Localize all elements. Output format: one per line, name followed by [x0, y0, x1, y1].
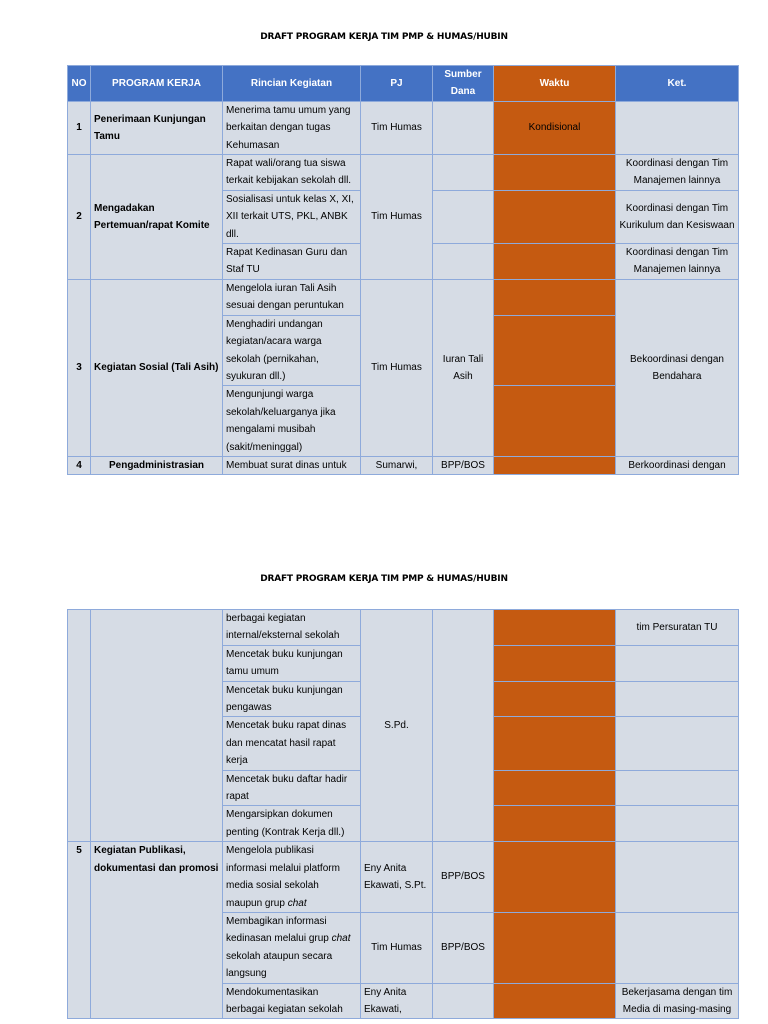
sumber-cell	[433, 244, 494, 280]
table-header-row	[68, 66, 739, 102]
program-table-page-2	[67, 609, 739, 1019]
ket-cell	[616, 681, 739, 717]
col-header-program: PROGRAM KERJA	[91, 66, 223, 102]
row-number: 3	[68, 279, 91, 456]
waktu-cell: Kondisional	[494, 101, 616, 154]
pj-cell: Tim Humas	[361, 279, 433, 456]
program-table-page-1	[67, 65, 739, 475]
rincian-cell: Mengelola iuran Tali Asih sesuai dengan peruntukan	[223, 279, 361, 315]
program-name: Kegiatan Sosial (Tali Asih)	[91, 279, 223, 456]
program-name	[91, 610, 223, 842]
col-header-ket: Ket.	[616, 66, 739, 102]
sumber-cell: BPP/BOS	[433, 456, 494, 474]
rincian-cell: Membuat surat dinas untuk	[223, 456, 361, 474]
rincian-cell: Mencetak buku kunjungan tamu umum	[223, 645, 361, 681]
col-header-sumber-line1: Sumber	[444, 69, 482, 80]
program-name: Mengadakan Pertemuan/rapat Komite	[91, 155, 223, 280]
ket-cell: Koordinasi dengan Tim Manajemen lainnya	[616, 155, 739, 191]
row-number: 2	[68, 155, 91, 280]
waktu-cell	[494, 645, 616, 681]
ket-cell: Koordinasi dengan Tim Manajemen lainnya	[616, 244, 739, 280]
row-number: 1	[68, 101, 91, 154]
col-header-pj: PJ	[361, 66, 433, 102]
ket-cell	[616, 770, 739, 806]
rincian-cell: Rapat Kedinasan Guru dan Staf TU	[223, 244, 361, 280]
pj-cell: Eny Anita Ekawati,	[361, 983, 433, 1019]
program-name: Penerimaan Kunjungan Tamu	[91, 101, 223, 154]
pj-cell: S.Pd.	[361, 610, 433, 842]
waktu-cell	[494, 983, 616, 1019]
waktu-cell	[494, 315, 616, 386]
rincian-text: Mengelola publikasi informasi melalui platform media sosial sekolah maupun grup	[226, 845, 340, 909]
table-row	[68, 279, 739, 315]
table-row	[68, 101, 739, 154]
rincian-cell	[223, 842, 361, 913]
sumber-cell: BPP/BOS	[433, 912, 494, 983]
program-name: Pengadministrasian	[91, 456, 223, 474]
rincian-cell: Menghadiri undangan kegiatan/acara warga sekolah (pernikahan, syukuran dll.)	[223, 315, 361, 386]
waktu-cell	[494, 386, 616, 457]
rincian-cell	[223, 912, 361, 983]
page-title: DRAFT PROGRAM KERJA TIM PMP & HUMAS/HUBIN	[260, 574, 508, 584]
rincian-cell: Mengunjungi warga sekolah/keluarganya jika mengalami musibah (sakit/meninggal)	[223, 386, 361, 457]
ket-cell: tim Persuratan TU	[616, 610, 739, 646]
rincian-text: sekolah ataupun secara langsung	[226, 950, 333, 980]
table-row	[68, 456, 739, 474]
ket-cell	[616, 717, 739, 770]
ket-cell	[616, 842, 739, 913]
waktu-cell	[494, 770, 616, 806]
rincian-text: Mendokumentasikan berbagai kegiatan sekolah	[226, 986, 343, 1015]
rincian-text-italic: chat	[287, 897, 307, 909]
ket-cell: Koordinasi dengan Tim Kurikulum dan Kesiswaan	[616, 190, 739, 243]
table-row	[68, 155, 739, 191]
pj-cell: Sumarwi,	[361, 456, 433, 474]
ket-cell: Berkoordinasi dengan	[616, 456, 739, 474]
ket-cell: Bekerjasama dengan tim Media di masing-masing	[616, 983, 739, 1019]
sumber-cell: Iuran Tali Asih	[433, 279, 494, 456]
pj-cell: Tim Humas	[361, 155, 433, 280]
ket-cell	[616, 101, 739, 154]
col-header-sumber	[433, 66, 494, 102]
waktu-cell	[494, 681, 616, 717]
pj-cell: Eny Anita Ekawati, S.Pt.	[361, 842, 433, 913]
waktu-cell	[494, 244, 616, 280]
sumber-cell	[433, 155, 494, 191]
rincian-cell: Mencetak buku kunjungan pengawas	[223, 681, 361, 717]
row-number: 4	[68, 456, 91, 474]
rincian-cell: Sosialisasi untuk kelas X, XI, XII terkait UTS, PKL, ANBK dll.	[223, 190, 361, 243]
table-row	[68, 610, 739, 646]
col-header-rincian: Rincian Kegiatan	[223, 66, 361, 102]
pj-cell: Tim Humas	[361, 101, 433, 154]
waktu-cell	[494, 806, 616, 842]
sumber-cell	[433, 610, 494, 842]
sumber-cell	[433, 101, 494, 154]
rincian-cell: Mencetak buku rapat dinas dan mencatat hasil rapat kerja	[223, 717, 361, 770]
waktu-cell	[494, 610, 616, 646]
ket-cell	[616, 806, 739, 842]
sumber-cell	[433, 983, 494, 1019]
waktu-cell	[494, 842, 616, 913]
ket-cell	[616, 645, 739, 681]
rincian-text: Membagikan informasi kedinasan melalui grup	[226, 915, 332, 945]
col-header-waktu: Waktu	[494, 66, 616, 102]
table-row	[68, 842, 739, 913]
ket-cell	[616, 912, 739, 983]
col-header-sumber-line2: Dana	[450, 86, 476, 98]
waktu-cell	[494, 190, 616, 243]
waktu-cell	[494, 279, 616, 315]
pj-cell: Tim Humas	[361, 912, 433, 983]
waktu-cell	[494, 155, 616, 191]
row-number	[68, 610, 91, 842]
rincian-cell: Mencetak buku daftar hadir rapat	[223, 770, 361, 806]
rincian-cell: Rapat wali/orang tua siswa terkait kebijakan sekolah dll.	[223, 155, 361, 191]
sumber-cell	[433, 190, 494, 243]
col-header-no: NO	[68, 66, 91, 102]
page-title: DRAFT PROGRAM KERJA TIM PMP & HUMAS/HUBIN	[260, 32, 508, 42]
rincian-cell: Mengarsipkan dokumen penting (Kontrak Kerja dll.)	[223, 806, 361, 842]
rincian-cell: berbagai kegiatan internal/eksternal sekolah	[223, 610, 361, 646]
ket-cell: Bekoordinasi dengan Bendahara	[616, 279, 739, 456]
rincian-text-italic: chat	[331, 933, 351, 945]
rincian-cell	[223, 983, 361, 1019]
waktu-cell	[494, 456, 616, 474]
program-name: Kegiatan Publikasi, dokumentasi dan promosi	[91, 842, 223, 1019]
waktu-cell	[494, 912, 616, 983]
waktu-cell	[494, 717, 616, 770]
row-number: 5	[68, 842, 91, 1019]
rincian-cell: Menerima tamu umum yang berkaitan dengan tugas Kehumasan	[223, 101, 361, 154]
sumber-cell: BPP/BOS	[433, 842, 494, 913]
